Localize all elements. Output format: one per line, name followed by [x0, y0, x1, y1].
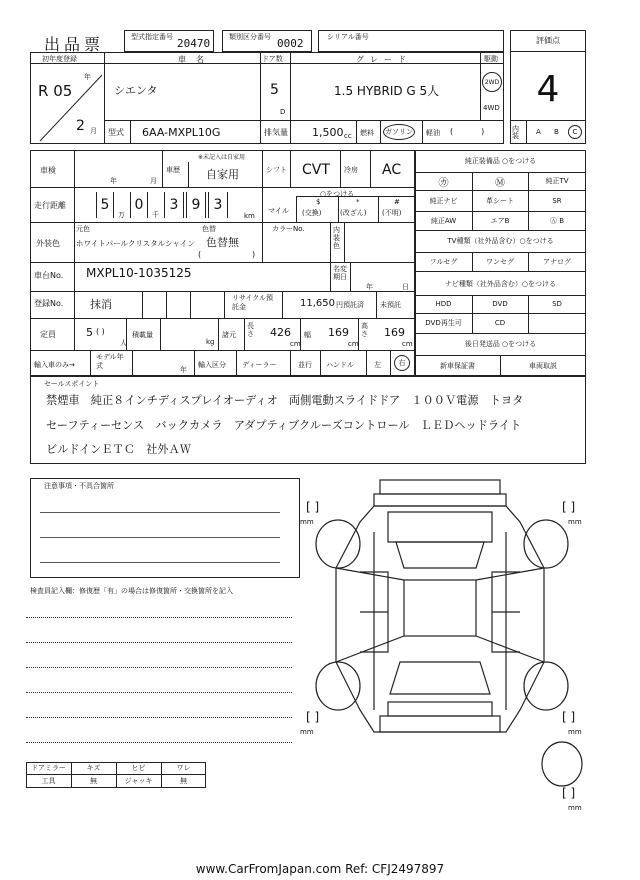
equip-aircon-auto: ㋕ [438, 177, 449, 189]
nav-hdd: HDD [435, 300, 452, 308]
fuel-value: ガソリン [383, 124, 415, 140]
mm-spare: mm [568, 804, 582, 812]
interior-b: B [554, 128, 559, 136]
bracket-front-left: [ ] [306, 500, 320, 514]
caution-box [30, 478, 300, 578]
doors-value: 5 [270, 82, 279, 98]
unknown-sym: # [394, 198, 400, 206]
tv-header: TV種類（社外品含む）○をつける [447, 237, 554, 245]
fuel-label: 燃料 [360, 129, 374, 137]
capacity-paren: ( ) [96, 327, 105, 336]
displacement-value: 1,500 [312, 126, 344, 139]
bracket-rear-left: [ ] [306, 710, 320, 724]
import-only: 輸入車のみ→ [34, 361, 75, 369]
altered-label: (改ざん) [340, 209, 367, 217]
nav-dvd-play: DVD再生可 [425, 319, 462, 327]
replaced-sym: $ [316, 198, 321, 206]
model-cert-label: 型式指定番号 [131, 33, 173, 41]
dealer-label: ディーラー [242, 361, 277, 369]
width-cm: cm [348, 340, 359, 348]
replaced-label: (交換) [302, 209, 322, 217]
mm-front-right: mm [568, 518, 582, 526]
ac-value: AC [382, 162, 402, 178]
usage-label: 車歴 [166, 166, 180, 174]
km-unit: km [244, 212, 255, 220]
docs-header: 後日発送品 ○をつける [464, 340, 537, 348]
interior-color-label: 内装色 [333, 226, 340, 250]
car-name-label: 車名 [178, 55, 214, 64]
drive-2wd: 2WD [482, 72, 502, 92]
legend-h-break: ワレ [176, 764, 191, 772]
legend-h-mirror: ドアミラー [31, 764, 66, 772]
inspection-note: ※未記入は自家用 [198, 154, 246, 161]
unknown-label: (不明) [382, 209, 402, 217]
legend-v-jack: ジャッキ [124, 777, 153, 785]
type-value: 6AA-MXPL10G [142, 126, 221, 139]
mileage-digit-1: 5 [96, 192, 114, 218]
bracket-spare: [ ] [562, 786, 576, 800]
altered-sym: * [356, 198, 360, 206]
doors-suffix: D [280, 108, 286, 116]
dims-label: 諸元 [222, 331, 236, 339]
tv-oneseg: ワンセグ [486, 257, 514, 266]
sen-unit: 千 [152, 211, 159, 219]
kg-unit: kg [206, 338, 215, 346]
tv-fullseg: フルセグ [429, 257, 458, 266]
grade-label: グレード [356, 55, 412, 64]
paint-status: 色替無 [206, 236, 239, 249]
mm-front-left: mm [300, 518, 314, 526]
legend-h-scratch: キズ [86, 764, 101, 772]
handle-label: ハンドル [326, 361, 354, 369]
length-cm: cm [290, 340, 301, 348]
equip-leather: 革シート [486, 196, 514, 205]
nav-sd: SD [552, 300, 562, 308]
mile-label: マイル [268, 207, 289, 215]
equip-aw: 純正AW [430, 216, 457, 225]
rating-value: 4 [536, 68, 560, 110]
equip-tv: 純正TV [545, 177, 569, 185]
inspection-label: 車検 [40, 166, 56, 175]
model-cert-box [124, 30, 214, 52]
mm-rear-right: mm [568, 728, 582, 736]
year-unit: 年 [84, 73, 91, 81]
height-cm: cm [402, 340, 413, 348]
mileage-digit-5: 3 [208, 192, 228, 218]
tv-analog: アナログ [543, 257, 571, 266]
drive-label: 駆動 [484, 55, 498, 63]
interior-c: C [568, 125, 582, 139]
capacity-label: 定員 [40, 330, 56, 339]
registration-value: 抹消 [90, 298, 112, 311]
equip-manual: Ⓜ [495, 177, 505, 189]
bracket-front-right: [ ] [562, 500, 576, 514]
nav-dvd: DVD [492, 300, 508, 308]
handle-right: 右 [394, 355, 410, 371]
class-value: 0002 [277, 37, 304, 50]
doors-label: ドア数 [262, 55, 283, 63]
grade-value: 1.5 HYBRID G 5人 [334, 84, 440, 98]
drive-4wd: 4WD [483, 104, 500, 112]
nav-header: ナビ種類（社外品含む）○をつける [444, 280, 557, 288]
serial-box [318, 30, 504, 52]
width-label: 幅 [304, 331, 311, 339]
mileage-circle-note: ○をつける [320, 190, 355, 198]
displacement-label: 排気量 [264, 128, 288, 137]
class-label: 類別区分番号 [229, 33, 271, 41]
original-color-label: 元色 [76, 225, 90, 233]
first-reg-month: 2 [76, 118, 85, 134]
first-reg-label: 初年度登録 [42, 55, 77, 63]
chassis-value: MXPL10-1035125 [86, 266, 192, 280]
original-color-value: ホワイトパールクリスタルシャイン [76, 239, 195, 248]
man-unit: 万 [118, 211, 125, 219]
paint-paren-close: ) [252, 250, 256, 259]
mm-rear-left: mm [300, 728, 314, 736]
recycle-value: 11,650 [300, 298, 335, 309]
length-label: 長さ [247, 322, 254, 338]
diesel-label: 軽油 [426, 129, 440, 137]
legend-v-tools: 工具 [41, 777, 56, 785]
load-label: 積載量 [132, 331, 153, 339]
name-change-day-unit: 日 [402, 283, 409, 291]
model-year-unit: 年 [180, 366, 187, 374]
legend-v-none1: 無 [90, 777, 97, 785]
caution-label: 注意事項・不具合箇所 [44, 482, 114, 490]
parallel-label: 並行 [298, 361, 312, 369]
shift-label: シフト [266, 166, 287, 174]
legend-v-none2: 無 [180, 777, 187, 785]
registration-label: 登録No. [34, 299, 64, 308]
nav-cd: CD [494, 319, 506, 327]
width-value: 169 [328, 326, 349, 339]
exterior-color-label: 外装色 [36, 239, 60, 248]
length-value: 426 [270, 326, 291, 339]
car-damage-diagram [300, 472, 610, 812]
recycle-unit: 円預託済 [336, 301, 364, 309]
import-class-label: 輸入区分 [198, 361, 226, 369]
paint-paren-open: ( [198, 250, 202, 259]
footer-watermark: www.CarFromJapan.com Ref: CFJ2497897 [195, 862, 445, 876]
docs-manual: 車両取説 [529, 361, 557, 370]
month-unit: 月 [90, 127, 97, 135]
legend-h-crack: ヒビ [131, 764, 146, 772]
paint-label: 色替 [202, 225, 216, 233]
type-label: 型式 [108, 128, 124, 137]
interior-label: 内装 [512, 125, 519, 140]
selling-line-3: ビルドインＥＴＣ 社外ＡＷ [46, 443, 191, 456]
shift-value: CVT [302, 162, 330, 178]
equip-ab: Ⓐ B [549, 216, 565, 225]
diesel-paren: ( ) [450, 127, 485, 136]
selling-line-1: 禁煙車 純正８インチディスプレイオーディオ 両側電動スライドドア １００Ｖ電源 トヨタ [46, 394, 524, 407]
height-label: 高さ [361, 322, 368, 338]
mileage-digit-2: 0 [130, 192, 148, 218]
docs-warranty: 新車保証書 [440, 361, 475, 370]
equip-airbag: エアB [490, 216, 510, 225]
model-year-label: モデル年式 [96, 353, 124, 370]
name-change-label: 名変期日 [333, 265, 347, 281]
model-cert-value: 20470 [177, 37, 211, 50]
equip-nav: 純正ナビ [429, 196, 458, 205]
page-title: 出品票 [44, 35, 105, 54]
ac-label: 冷房 [344, 166, 358, 174]
handle-left: 左 [374, 361, 381, 369]
cc-unit: cc [344, 132, 352, 140]
capacity-unit: 人 [120, 339, 127, 347]
capacity-value: 5 [86, 326, 93, 339]
equip-sunroof: SR [552, 196, 562, 205]
bracket-rear-right: [ ] [562, 710, 576, 724]
serial-label: シリアル番号 [327, 33, 369, 41]
inspector-label: 検査員記入欄：修復歴「有」の場合は修復箇所・交換箇所を記入 [30, 587, 233, 595]
mileage-digit-4: 9 [186, 192, 206, 218]
chassis-label: 車台No. [34, 271, 64, 280]
color-no-label: カラーNo. [272, 225, 305, 233]
inspection-month-unit: 月 [150, 177, 157, 185]
selling-points-label: セールスポイント [44, 380, 100, 388]
rating-label: 評価点 [536, 35, 560, 45]
selling-line-2: セーフティーセンス バックカメラ アダプティブクルーズコントロール ＬＥＤヘッドライト [46, 419, 522, 432]
interior-a: A [536, 128, 541, 136]
mileage-digit-3: 3 [164, 192, 184, 218]
first-reg-year: R 05 [38, 82, 73, 100]
equipment-header: 純正装備品 ○をつける [464, 157, 537, 165]
name-change-year-unit: 年 [366, 283, 373, 291]
car-name: シエンタ [114, 84, 158, 97]
inspection-year-unit: 年 [110, 177, 117, 185]
not-deposited: 未預託 [380, 301, 401, 309]
mileage-label: 走行距離 [34, 201, 66, 210]
class-box [222, 30, 312, 52]
recycle-label: リサイクル預託金 [232, 294, 274, 311]
usage-value: 自家用 [206, 168, 239, 181]
height-value: 169 [384, 326, 405, 339]
